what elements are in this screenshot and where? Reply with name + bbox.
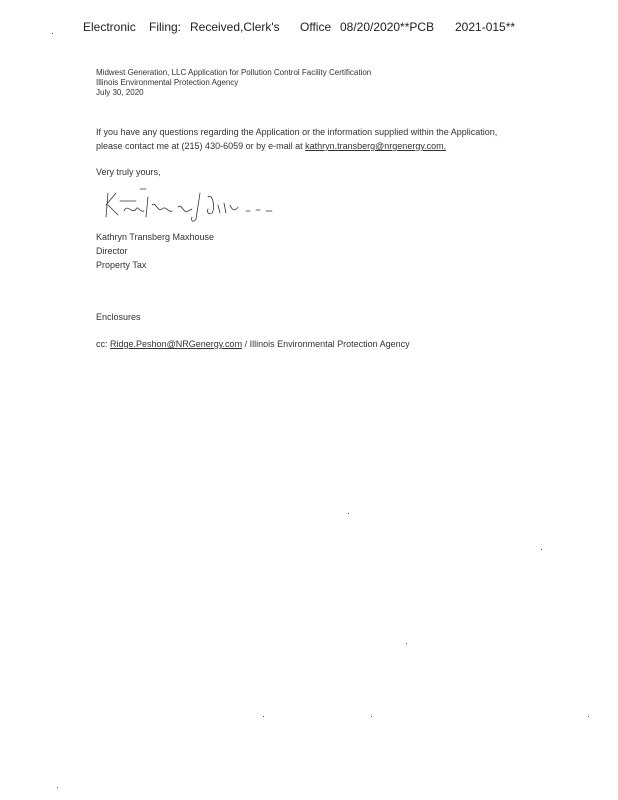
scan-speck — [371, 716, 372, 717]
filing-stamp — [0, 20, 618, 38]
letter-header-recipient: Illinois Environmental Protection Agency — [96, 78, 239, 87]
signer-department: Property Tax — [96, 260, 147, 270]
signer-title: Director — [96, 246, 128, 256]
cc-label: cc: — [96, 339, 108, 349]
scan-speck — [406, 643, 407, 644]
body-paragraph-line2 — [96, 139, 446, 153]
contact-email-link[interactable]: kathryn.transberg@nrgenergy.com. — [305, 141, 447, 151]
scan-speck — [52, 33, 53, 34]
cc-separator: / — [242, 339, 250, 349]
stamp-received: Received,Clerk's — [190, 20, 280, 34]
enclosures-label: Enclosures — [96, 312, 141, 322]
stamp-date-pcb: 08/20/2020**PCB — [340, 20, 435, 34]
stamp-office: Office — [300, 20, 332, 34]
scan-speck — [348, 513, 349, 514]
stamp-filing: Filing: — [149, 20, 182, 34]
signer-name: Kathryn Transberg Maxhouse — [96, 232, 215, 242]
scan-speck — [263, 716, 264, 717]
letter-header-date: July 30, 2020 — [96, 88, 144, 97]
scan-speck — [541, 549, 542, 550]
cc-email-link[interactable]: Ridge.Peshon@NRGenergy.com — [110, 339, 243, 349]
cc-agency: Illinois Environmental Protection Agency — [249, 339, 410, 349]
closing-salutation: Very truly yours, — [96, 167, 161, 177]
scan-speck — [588, 716, 589, 717]
cc-line — [96, 337, 410, 351]
body-contact-text: please contact me at (215) 430-6059 or by e-mail at — [96, 141, 306, 151]
body-paragraph-line1: If you have any questions regarding the Application or the information supplied within the Application, — [96, 127, 498, 137]
scan-speck — [57, 787, 58, 788]
stamp-electronic: Electronic — [83, 20, 136, 34]
letter-header-subject: Midwest Generation, LLC Application for Pollution Control Facility Certification — [96, 68, 372, 77]
stamp-case-number: 2021-015** — [455, 20, 516, 34]
handwritten-signature — [100, 183, 280, 223]
